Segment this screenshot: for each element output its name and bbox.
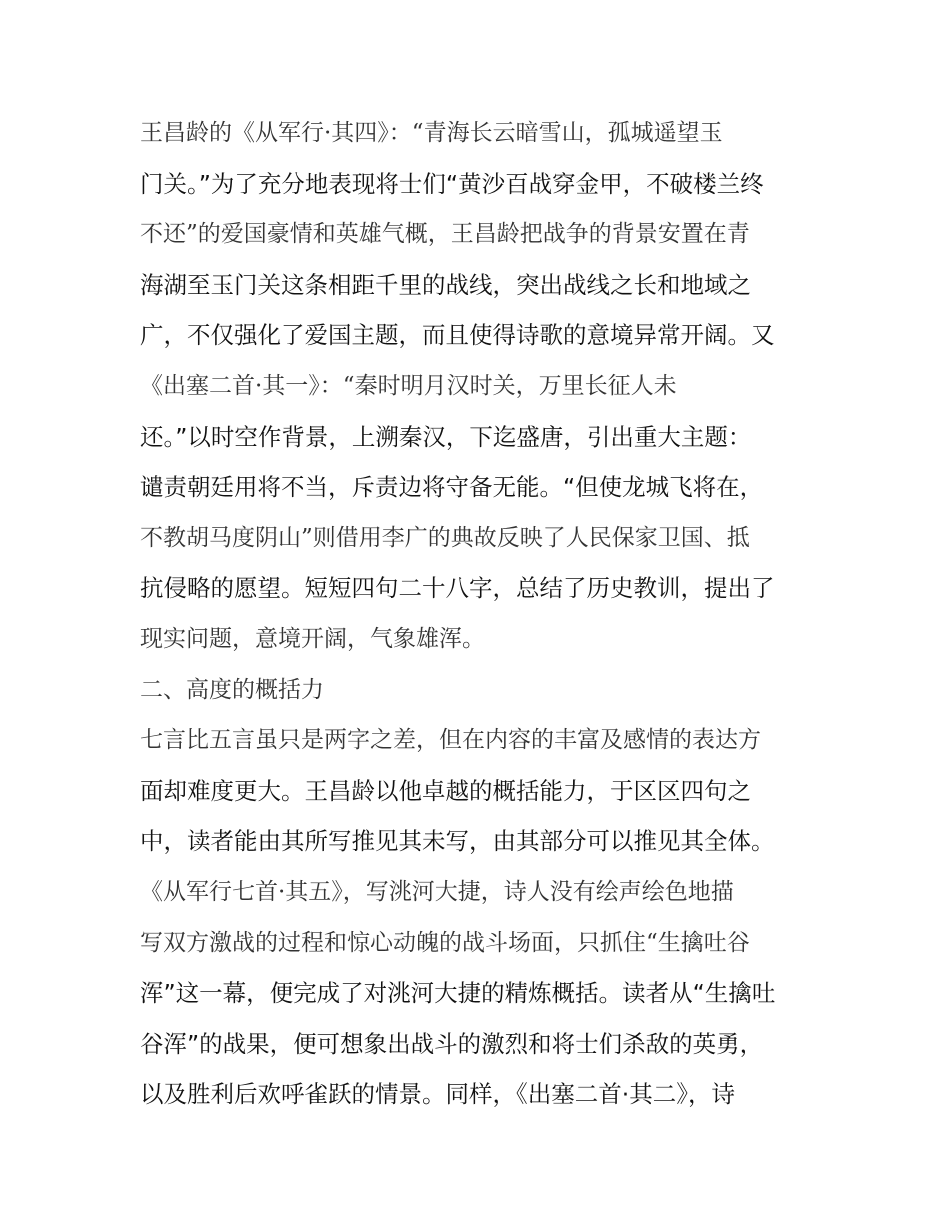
text-line-15: 中，读者能由其所写推见其未写，由其部分可以推见其全体。 [140,827,775,856]
text-line-11: 现实问题，意境开阔，气象雄浑。 [140,625,485,652]
text-line-9: 不教胡马度阴山”则借用李广的典故反映了人民保家卫国、抵 [140,524,750,551]
text-line-8: 谴责朝廷用将不当，斥责边将守备无能。“但使龙城飞将在， [140,473,764,502]
text-line-10: 抗侵略的愿望。短短四句二十八字，总结了历史教训，提出了 [140,574,775,603]
text-line-6: 《出塞二首·其一》：“秦时明月汉时关，万里长征人未 [140,372,677,399]
text-line-18: 浑”这一幕，便完成了对洮河大捷的精炼概括。读者从“生擒吐 [140,979,776,1008]
text-line-16: 《从军行七首·其五》，写洮河大捷，诗人没有绘声绘色地描 [140,878,734,905]
text-line-17: 写双方激战的过程和惊心动魄的战斗场面，只抓住“生擒吐谷 [140,929,750,956]
text-line-7: 还。”以时空作背景，上溯秦汉，下迄盛唐，引出重大主题： [140,422,752,451]
section-heading: 二、高度的概括力 [140,676,324,703]
text-line-20: 以及胜利后欢呼雀跃的情景。同样，《出塞二首·其二》，诗 [140,1080,735,1109]
text-line-1: 王昌龄的《从军行·其四》：“青海长云暗雪山，孤城遥望玉 [140,120,723,146]
text-line-19: 谷浑”的战果，便可想象出战斗的激烈和将士们杀敌的英勇， [140,1029,764,1058]
text-line-13: 七言比五言虽只是两字之差，但在内容的丰富及感情的表达方 [140,727,761,754]
text-line-14: 面却难度更大。王昌龄以他卓越的概括能力，于区区四句之 [140,776,751,805]
body-text [140,108,820,1120]
text-line-2: 门关。”为了充分地表现将士们“黄沙百战穿金甲，不破楼兰终 [140,169,764,198]
text-line-3: 不还”的爱国豪情和英雄气概，王昌龄把战争的背景安置在青 [140,221,750,248]
text-line-5: 广，不仅强化了爱国主题，而且使得诗歌的意境异常开阔。又 [140,321,775,350]
text-line-4: 海湖至玉门关这条相距千里的战线，突出战线之长和地域之 [140,270,751,299]
